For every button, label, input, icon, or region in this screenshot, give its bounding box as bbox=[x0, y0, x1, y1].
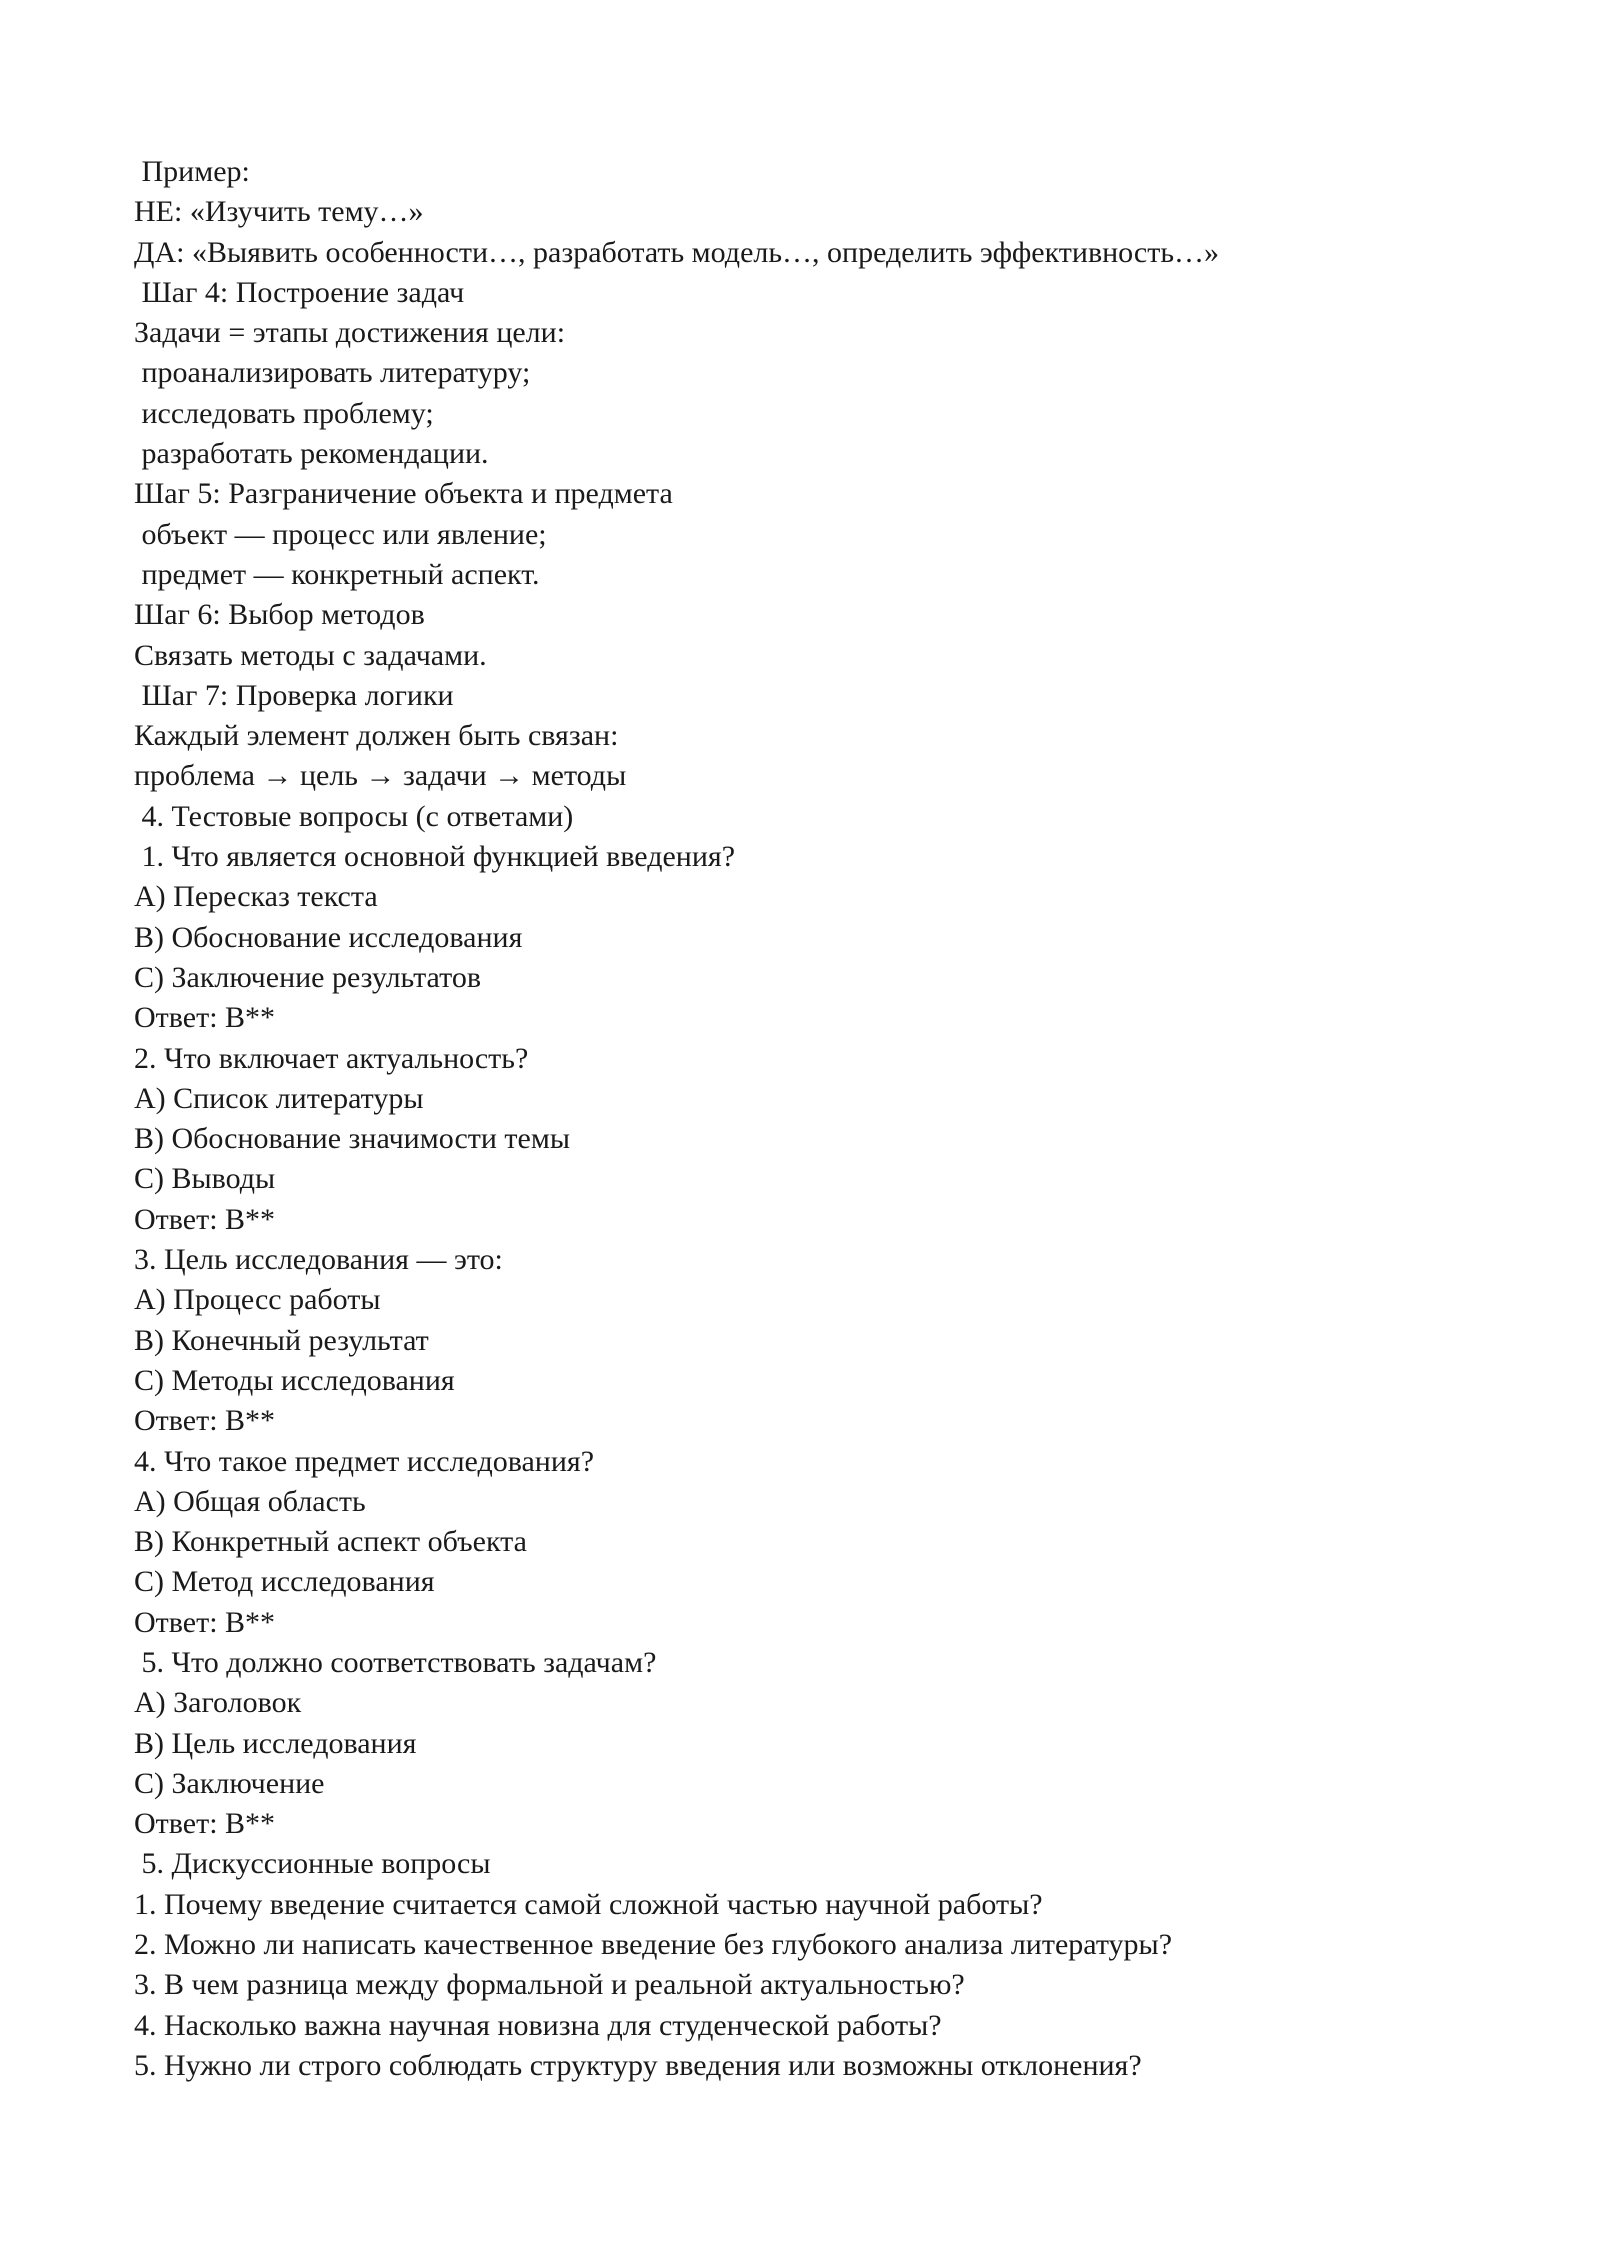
answer-option: A) Пересказ текста bbox=[134, 880, 378, 914]
answer-option: B) Обоснование исследования bbox=[134, 920, 523, 954]
answer-option: B) Цель исследования bbox=[134, 1726, 417, 1760]
task-item: исследовать проблему; bbox=[134, 396, 434, 430]
step-7-heading: Шаг 7: Проверка логики bbox=[134, 678, 454, 712]
answer-option: A) Общая область bbox=[134, 1484, 366, 1518]
example-bad: НЕ: «Изучить тему…» bbox=[134, 195, 424, 229]
methods-note: Связать методы с задачами. bbox=[134, 638, 487, 672]
document-body bbox=[134, 152, 1494, 2086]
correct-answer: Ответ: B** bbox=[134, 1605, 276, 1639]
question-4: 4. Что такое предмет исследования? bbox=[134, 1444, 595, 1478]
correct-answer: Ответ: B** bbox=[134, 1202, 276, 1236]
question-5: 5. Что должно соответствовать задачам? bbox=[134, 1645, 657, 1679]
question-3: 3. Цель исследования — это: bbox=[134, 1243, 503, 1277]
discussion-question: 1. Почему введение считается самой сложной частью научной работы? bbox=[134, 1887, 1043, 1921]
answer-option: C) Выводы bbox=[134, 1162, 276, 1196]
discussion-question: 2. Можно ли написать качественное введение без глубокого анализа литературы? bbox=[134, 1928, 1173, 1962]
answer-option: C) Методы исследования bbox=[134, 1363, 455, 1397]
section-5-heading: 5. Дискуссионные вопросы bbox=[134, 1847, 491, 1881]
task-item: проанализировать литературу; bbox=[134, 356, 531, 390]
step-6-heading: Шаг 6: Выбор методов bbox=[134, 598, 425, 632]
answer-option: B) Конечный результат bbox=[134, 1323, 429, 1357]
tasks-definition: Задачи = этапы достижения цели: bbox=[134, 316, 566, 350]
question-2: 2. Что включает актуальность? bbox=[134, 1041, 529, 1075]
discussion-question: 3. В чем разница между формальной и реальной актуальностью? bbox=[134, 1968, 965, 2002]
correct-answer: Ответ: B** bbox=[134, 1001, 276, 1035]
example-good: ДА: «Выявить особенности…, разработать модель…, определить эффективность…» bbox=[134, 235, 1220, 269]
answer-option: C) Заключение результатов bbox=[134, 960, 481, 994]
correct-answer: Ответ: B** bbox=[134, 1807, 276, 1841]
answer-option: A) Список литературы bbox=[134, 1081, 424, 1115]
step-4-heading: Шаг 4: Построение задач bbox=[134, 275, 465, 309]
answer-option: C) Заключение bbox=[134, 1766, 325, 1800]
question-1: 1. Что является основной функцией введения? bbox=[134, 840, 736, 874]
answer-option: B) Конкретный аспект объекта bbox=[134, 1525, 527, 1559]
example-heading: Пример: bbox=[134, 155, 250, 188]
section-4-heading: 4. Тестовые вопросы (с ответами) bbox=[134, 799, 574, 833]
logic-chain: проблема → цель → задачи → методы bbox=[134, 759, 627, 793]
answer-option: C) Метод исследования bbox=[134, 1565, 435, 1599]
answer-option: A) Процесс работы bbox=[134, 1283, 381, 1317]
discussion-question: 5. Нужно ли строго соблюдать структуру введения или возможны отклонения? bbox=[134, 2048, 1142, 2082]
object-definition: объект — процесс или явление; bbox=[134, 517, 547, 551]
correct-answer: Ответ: B** bbox=[134, 1404, 276, 1438]
step-5-heading: Шаг 5: Разграничение объекта и предмета bbox=[134, 477, 673, 511]
answer-option: B) Обоснование значимости темы bbox=[134, 1122, 570, 1156]
logic-note: Каждый элемент должен быть связан: bbox=[134, 719, 619, 753]
task-item: разработать рекомендации. bbox=[134, 437, 489, 471]
subject-definition: предмет — конкретный аспект. bbox=[134, 557, 540, 591]
discussion-question: 4. Насколько важна научная новизна для студенческой работы? bbox=[134, 2008, 942, 2042]
answer-option: A) Заголовок bbox=[134, 1686, 302, 1720]
